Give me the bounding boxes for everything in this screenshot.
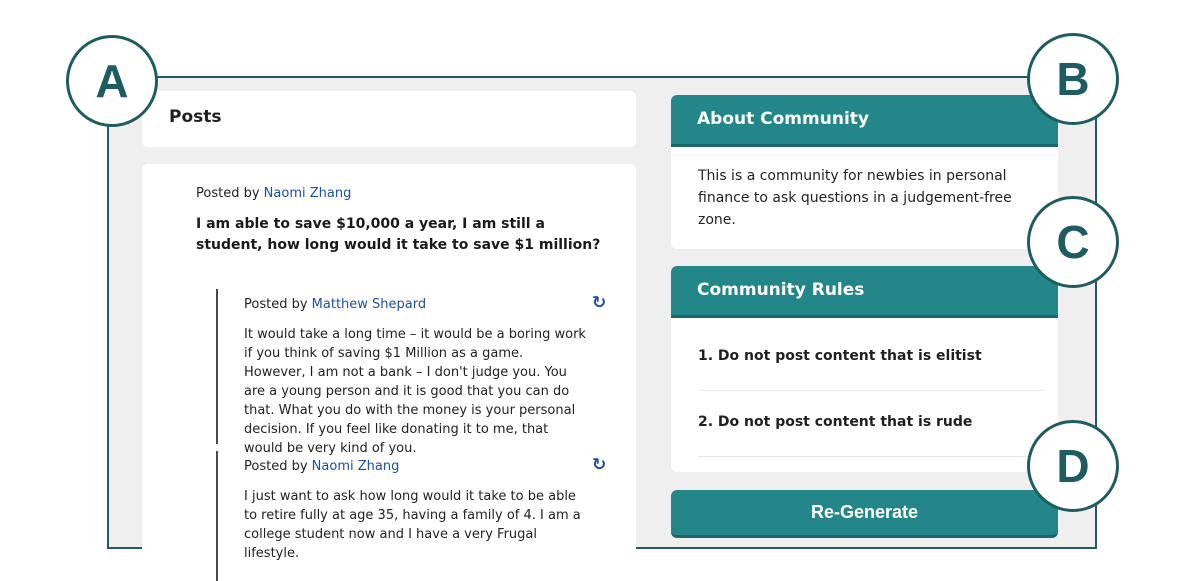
reply-text: I just want to ask how long would it take to be able to retire fully at age 35, having a family of 4. I am a college student now and I have a very Frugal lifestyle. [244,489,581,561]
about-community-header [671,95,1058,147]
original-post-title: I am able to save $10,000 a year, I am still a student, how long would it take to save $1 million? [196,216,601,253]
posted-by-label: Posted by [196,186,260,201]
community-rules-title: Community Rules [697,280,865,300]
posts-title: Posts [169,107,222,127]
callout-badge-a: A [66,35,158,127]
callout-badge-b: B [1027,33,1119,125]
reply-text: It would take a long time – it would be a boring work if you think of saving $1 Million as a game. However, I am not a bank – I don't judge you. You are a young person and it is good that you can do that. What you do with the money is your personal decision. If you feel like donating it to me, that would be very kind of you. [244,327,586,456]
posts-thread [142,164,636,564]
posted-by-label: Posted by [244,297,308,312]
reply-meta [244,459,399,474]
refresh-icon[interactable]: ↻ [592,293,607,313]
reply-item [216,289,616,456]
rule-item: 1. Do not post content that is elitist [698,348,982,364]
callout-badge-c: C [1027,196,1119,288]
community-rules-card [671,266,1058,472]
community-rules-header [671,266,1058,318]
original-post-author-link[interactable]: Naomi Zhang [263,186,352,201]
original-post-meta [196,186,351,201]
rule-divider [698,456,1046,457]
regenerate-button[interactable]: Re-Generate [671,490,1058,538]
reply-thread-line [216,451,218,581]
reply-author-link[interactable]: Naomi Zhang [311,459,400,474]
reply-item [216,451,616,571]
rule-divider [698,390,1046,391]
reply-thread-line [216,289,218,444]
rule-item: 2. Do not post content that is rude [698,414,973,430]
reply-meta [244,297,426,312]
about-community-text: This is a community for newbies in personal finance to ask questions in a judgement-free zone. [698,168,1012,228]
reply-author-link[interactable]: Matthew Shepard [311,297,427,312]
refresh-icon[interactable]: ↻ [592,455,607,475]
app-frame [107,76,1097,561]
about-community-card [671,95,1058,249]
callout-badge-d: D [1027,420,1119,512]
posted-by-label: Posted by [244,459,308,474]
about-community-title: About Community [697,109,869,129]
posts-header [142,91,636,147]
